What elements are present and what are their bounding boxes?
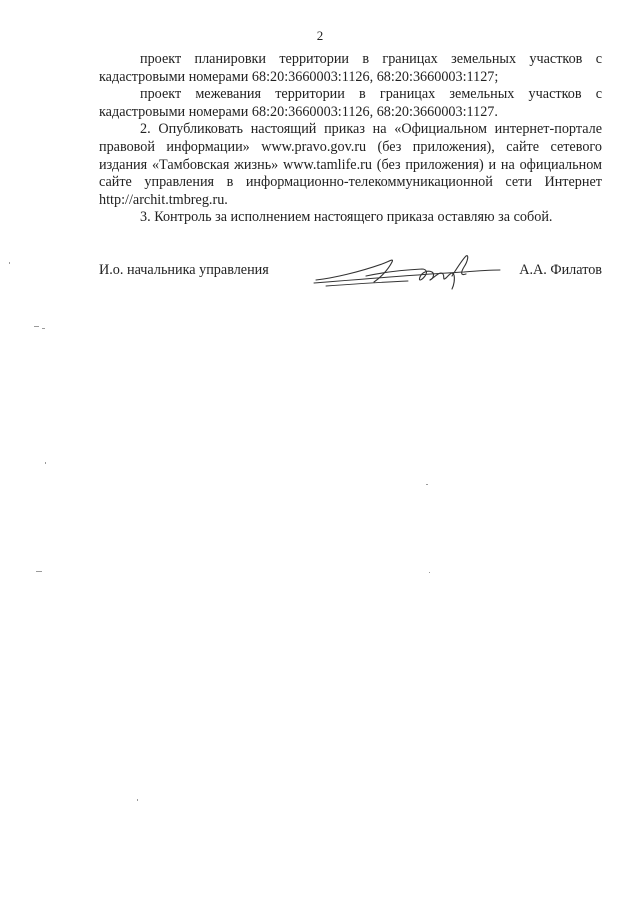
scan-speck	[137, 799, 138, 801]
page-number: 2	[316, 28, 324, 43]
scan-speck	[45, 462, 46, 464]
document-body	[99, 51, 602, 227]
scan-speck	[42, 328, 45, 329]
signatory-name: А.А. Филатов	[519, 262, 602, 278]
signatory-title: И.о. начальника управления	[99, 262, 269, 278]
scan-speck	[9, 262, 10, 264]
paragraph-publication-order: 2. Опубликовать настоящий приказ на «Официальном интернет-портале правовой информации» www.pravo.gov.ru (без приложения), сайте сетевого издания «Тамбовская жизнь» www.tamlife.ru (без приложения) и на официальном сайте управления в информационно-телекоммуникационной сети Интернет http://archit.tmbreg.ru.	[99, 121, 602, 208]
scan-speck	[429, 572, 430, 573]
paragraph-control-order: 3. Контроль за исполнением настоящего приказа оставляю за собой.	[140, 209, 553, 226]
scan-speck	[36, 571, 42, 572]
handwritten-signature	[304, 252, 504, 292]
scan-speck	[426, 484, 428, 485]
signature-block	[99, 252, 602, 292]
scan-speck	[34, 326, 39, 327]
paragraph-surveying-project: проект межевания территории в границах земельных участков с кадастровыми номерами 68:20:3660003:1126, 68:20:3660003:1127.	[99, 86, 602, 120]
paragraph-planning-project: проект планировки территории в границах земельных участков с кадастровыми номерами 68:20:3660003:1126, 68:20:3660003:1127;	[99, 51, 602, 85]
